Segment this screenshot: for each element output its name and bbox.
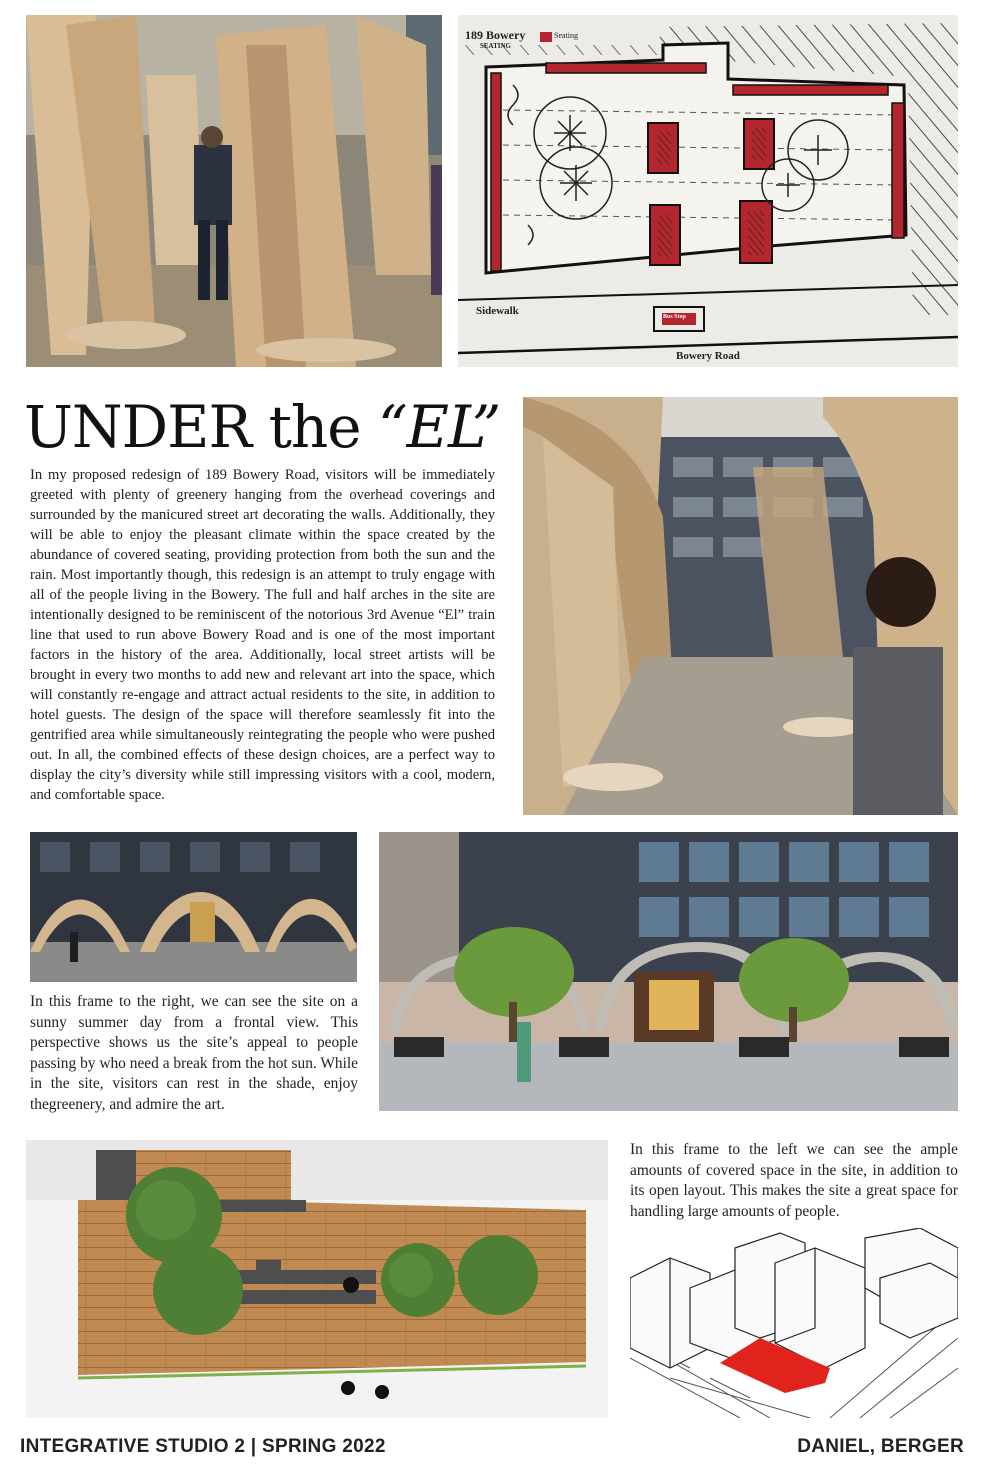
footer-author: DANIEL, BERGER (797, 1436, 964, 1457)
frontal-model-photo (30, 832, 357, 982)
plan-legend-label: Seating (554, 31, 578, 40)
plan-site-subtitle: SEATING (480, 42, 511, 50)
axon-caption: In this frame to the left we can see the ample amounts of covered space in the site, in addition to its open layout. This makes the site a great space for handling large amounts of people. (630, 1141, 958, 1220)
plan-bus-stop-label: Bus Stop (663, 314, 686, 320)
footer-course: INTEGRATIVE STUDIO 2 | SPRING 2022 (20, 1436, 386, 1457)
seating-plan-sketch (458, 15, 958, 367)
intro-paragraph: In my proposed redesign of 189 Bowery Road, visitors will be immediately greeted with plenty of greenery hanging from the overhead coverings and surrounded by the manicured street art decorating the walls. Additionally, they will be able to enjoy the pleasant climate within the space created by the abundance of covered seating, providing protection from both the sun and the rain. Most importantly though, this redesign is an attempt to truly engage with all of the people living in the Bowery. The full and half arches in the site are intentionally designed to be reminiscent of the notorious 3rd Avenue “El” train line that used to run above Bowery Road and is one of the most important factors in the history of the area. Additionally, local street artists will be brought in every two months to add new and relevant art into the space, which will constantly re-engage and attract actual residents to the site, in addition to hotel guests. The design of the space will therefore seamlessly fit into the gentrified area while simultaneously reintegrating the people who were pushed out. In all, the combined effects of these design choices, are a perfect way to display the city’s diversity while still impressing visitors with a cool, modern, and comfortable space. (30, 467, 495, 803)
title-main: UNDER the (24, 393, 379, 461)
plan-sidewalk-label: Sidewalk (476, 305, 519, 317)
title-emphasis: “EL” (378, 393, 501, 461)
model-arches-photo (26, 15, 442, 367)
axonometric-context-drawing (630, 1228, 958, 1418)
plan-road-label: Bowery Road (676, 350, 740, 362)
arch-tunnel-photo (523, 397, 958, 815)
street-view-render (379, 832, 958, 1111)
plan-site-title: 189 Bowery (465, 28, 526, 42)
top-down-plan-render (26, 1140, 608, 1418)
frontal-caption: In this frame to the right, we can see the site on a sunny summer day from a frontal view. This perspective shows us the site’s appeal to people passing by who need a break from the hot sun. While in the site, visitors can rest in the shade, enjoy thegreenery, and admire the art. (30, 993, 358, 1113)
page-title (24, 392, 504, 462)
